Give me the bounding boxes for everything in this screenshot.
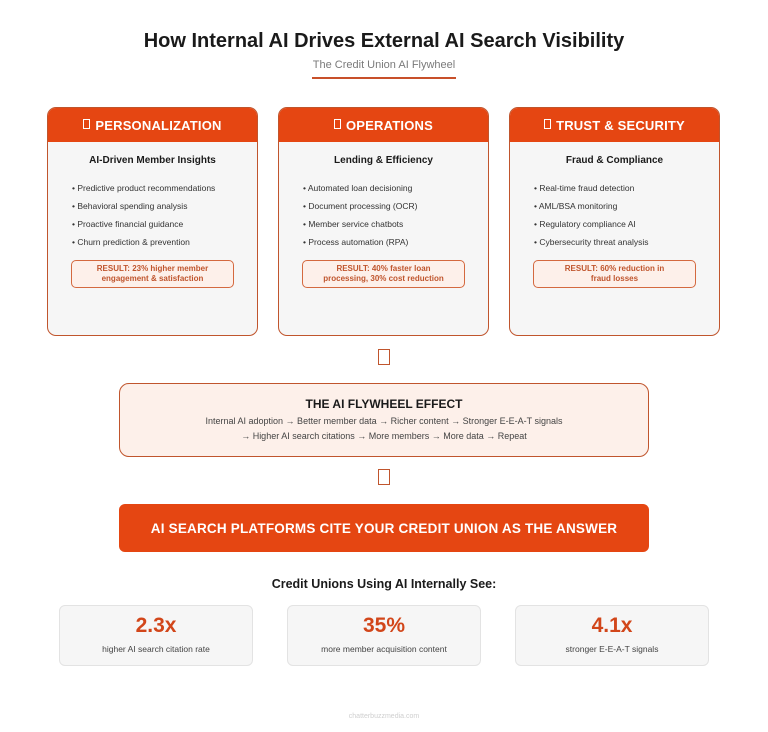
stats-heading: Credit Unions Using AI Internally See: [271, 577, 497, 591]
stat-label: more member acquisition content [321, 644, 447, 654]
card-list [534, 179, 719, 251]
list-item: • Document processing (OCR) [303, 197, 488, 215]
down-arrow-icon [378, 469, 390, 485]
list-item: • AML/BSA monitoring [534, 197, 719, 215]
stat-value: 4.1x [591, 614, 633, 637]
result-badge [302, 260, 465, 288]
stat-label: higher AI search citation rate [102, 644, 210, 654]
result-badge [533, 260, 696, 288]
flywheel-title: THE AI FLYWHEEL EFFECT [305, 397, 463, 411]
list-item: • Predictive product recommendations [72, 179, 257, 197]
card-header [510, 108, 719, 142]
stat-label: stronger E-E-A-T signals [565, 644, 659, 654]
card-header [48, 108, 257, 142]
stat-card [515, 605, 709, 666]
footer-credit: chatterbuzzmedia.com [348, 713, 420, 720]
card-title: OPERATIONS [346, 117, 433, 133]
stat-card [287, 605, 481, 666]
card-trust-security [509, 107, 720, 336]
list-item: • Automated loan decisioning [303, 179, 488, 197]
card-title: TRUST & SECURITY [556, 117, 685, 133]
result-line: processing, 30% cost reduction [323, 274, 444, 283]
result-badge [71, 260, 234, 288]
list-item: • Churn prediction & prevention [72, 233, 257, 251]
stat-value: 2.3x [135, 614, 177, 637]
subtitle-underline [312, 77, 456, 79]
card-subtitle: AI-Driven Member Insights [89, 155, 216, 166]
page-title: How Internal AI Drives External AI Search Visibility [143, 30, 625, 52]
result-line: fraud losses [590, 274, 639, 283]
page-subtitle: The Credit Union AI Flywheel [312, 59, 456, 71]
result-line: RESULT: 40% faster loan [336, 264, 431, 273]
card-operations [278, 107, 489, 336]
stat-card [59, 605, 253, 666]
card-subtitle: Lending & Efficiency [334, 155, 433, 166]
box-icon [334, 119, 341, 129]
card-list [72, 179, 257, 251]
list-item: • Member service chatbots [303, 215, 488, 233]
stat-value: 35% [362, 614, 406, 637]
result-line: RESULT: 23% higher member [96, 264, 209, 273]
card-title: PERSONALIZATION [95, 117, 222, 133]
result-line: engagement & satisfaction [101, 274, 204, 283]
card-subtitle: Fraud & Compliance [565, 155, 664, 166]
list-item: • Proactive financial guidance [72, 215, 257, 233]
card-list [303, 179, 488, 251]
card-personalization [47, 107, 258, 336]
list-item: • Behavioral spending analysis [72, 197, 257, 215]
list-item: • Cybersecurity threat analysis [534, 233, 719, 251]
cta-banner: AI SEARCH PLATFORMS CITE YOUR CREDIT UNION AS THE ANSWER [119, 504, 649, 552]
flywheel-line: → Higher AI search citations → More members → More data → Repeat [241, 431, 527, 441]
result-line: RESULT: 60% reduction in [564, 264, 665, 273]
flywheel-line: Internal AI adoption → Better member data → Richer content → Stronger E-E-A-T signals [205, 416, 563, 426]
list-item: • Regulatory compliance AI [534, 215, 719, 233]
box-icon [544, 119, 551, 129]
flywheel-box [119, 383, 649, 457]
down-arrow-icon [378, 349, 390, 365]
list-item: • Process automation (RPA) [303, 233, 488, 251]
list-item: • Real-time fraud detection [534, 179, 719, 197]
box-icon [83, 119, 90, 129]
card-header [279, 108, 488, 142]
